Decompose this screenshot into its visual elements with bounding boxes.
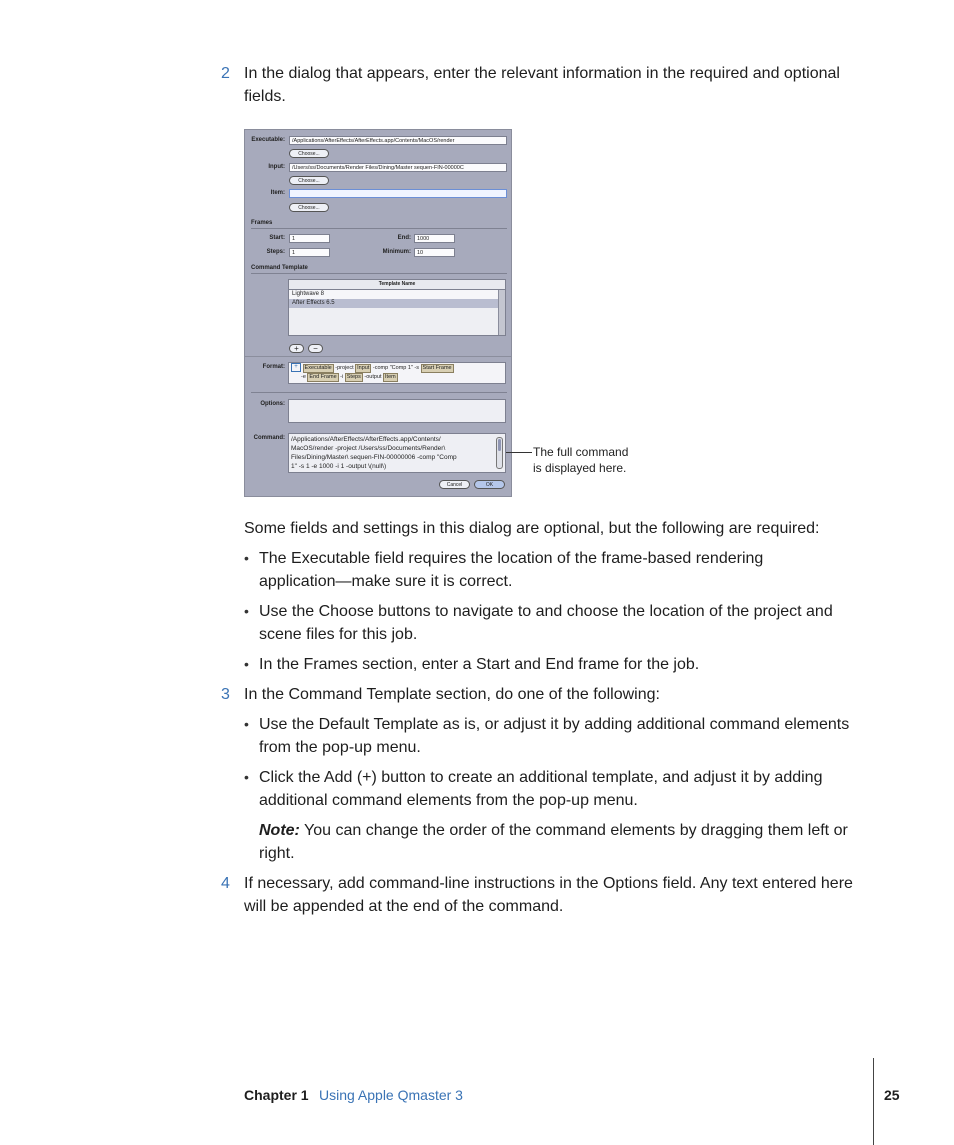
end-label: End: <box>397 235 411 241</box>
step-number-3: 3 <box>221 686 230 703</box>
step-number-4: 4 <box>221 875 230 892</box>
bullet-text: Use the Choose buttons to navigate to and choose the location of the project and <box>259 603 833 620</box>
token-i: -i <box>340 373 344 380</box>
cancel-button[interactable]: Cancel <box>439 480 470 489</box>
token-item[interactable]: Item <box>385 373 396 380</box>
bullet-marker: • <box>244 769 249 785</box>
template-table <box>288 279 506 336</box>
end-field[interactable]: 1000 <box>414 234 455 243</box>
table-row-selected[interactable]: After Effects 6.5 <box>289 299 498 308</box>
step-2-text-line2: fields. <box>244 88 286 105</box>
footer-divider <box>873 1058 874 1145</box>
command-template-divider <box>251 273 507 274</box>
command-label: Command: <box>253 435 285 441</box>
options-divider <box>251 392 507 393</box>
item-field[interactable] <box>289 189 507 198</box>
scroll-thumb[interactable] <box>498 439 501 451</box>
start-label: Start: <box>269 235 285 241</box>
note-paragraph <box>259 819 848 842</box>
note-label: Note: <box>259 822 300 839</box>
steps-field[interactable]: 1 <box>289 248 330 257</box>
minimum-field[interactable]: 10 <box>414 248 455 257</box>
command-line: MacOS/render -project /Users/ss/Documents/Render\ <box>291 445 446 452</box>
frames-divider <box>251 228 507 229</box>
minimum-label: Minimum: <box>382 249 411 255</box>
step-4-text-line1: If necessary, add command-line instructions in the Options field. Any text entered here <box>244 875 853 892</box>
token-steps[interactable]: Steps <box>346 373 361 380</box>
bullet-text: additional command elements from the pop-up menu. <box>259 792 638 809</box>
callout-text-line1: The full command <box>533 445 629 459</box>
page-number: 25 <box>884 1087 900 1103</box>
options-field[interactable] <box>288 399 506 423</box>
command-field <box>288 433 506 473</box>
format-divider <box>245 356 511 357</box>
item-choose-button[interactable]: Choose... <box>289 203 329 212</box>
format-field[interactable] <box>288 362 506 384</box>
executable-label: Executable: <box>251 137 285 143</box>
bullet-marker: • <box>244 550 249 566</box>
step-2-text-line1: In the dialog that appears, enter the relevant information in the required and optional <box>244 65 840 82</box>
format-label: Format: <box>262 364 285 370</box>
token-input[interactable]: Input <box>357 364 370 371</box>
token-executable[interactable]: Executable <box>304 364 332 371</box>
bullet-text: Click the Add (+) button to create an additional template, and adjust it by adding <box>259 769 823 786</box>
token-e: -e <box>301 373 306 380</box>
render-settings-dialog <box>244 129 512 497</box>
add-element-menu-icon[interactable]: + <box>291 363 301 372</box>
token-start-frame[interactable]: Start Frame <box>422 364 452 371</box>
command-template-heading: Command Template <box>251 265 308 271</box>
bullet-text: In the Frames section, enter a Start and End frame for the job. <box>259 656 700 673</box>
callout-line <box>506 452 532 453</box>
bullet-marker: • <box>244 603 249 619</box>
executable-choose-button[interactable]: Choose... <box>289 149 329 158</box>
bullet-text: from the pop-up menu. <box>259 739 421 756</box>
frames-heading: Frames <box>251 220 273 226</box>
item-label: Item: <box>270 190 285 196</box>
remove-template-button[interactable]: − <box>308 344 323 353</box>
command-scrollbar[interactable] <box>496 437 503 469</box>
note-text-line2: right. <box>259 845 295 862</box>
command-line: 1" -s 1 -e 1000 -i 1 -output \(null\) <box>291 463 387 470</box>
footer-chapter: Chapter 1 <box>244 1087 309 1103</box>
bullet-text: Use the Default Template as is, or adjust it by adding additional command elements <box>259 716 850 733</box>
bullet-text: application—make sure it is correct. <box>259 573 513 590</box>
table-empty-area <box>289 308 498 335</box>
callout-text-line2: is displayed here. <box>533 461 627 475</box>
steps-label: Steps: <box>266 249 285 255</box>
executable-field[interactable]: /Applications/AfterEffects/AfterEffects.app/Contents/MacOS/render <box>289 136 507 145</box>
options-label: Options: <box>260 401 285 407</box>
step-3-text: In the Command Template section, do one of the following: <box>244 686 660 703</box>
bullet-text: The Executable field requires the location of the frame-based rendering <box>259 550 764 567</box>
intro-paragraph: Some fields and settings in this dialog are optional, but the following are required: <box>244 520 820 537</box>
bullet-marker: • <box>244 656 249 672</box>
note-text-line1: You can change the order of the command elements by dragging them left or <box>304 822 848 839</box>
bullet-marker: • <box>244 716 249 732</box>
token-comp: -comp "Comp 1" -s <box>372 364 420 371</box>
command-line: Files/Dining/Master\ sequen-FIN-00000006 -comp "Comp <box>291 454 457 461</box>
token-project: -project <box>335 364 354 371</box>
table-scrollbar[interactable] <box>498 290 505 335</box>
step-4-text-line2: will be appended at the end of the command. <box>244 898 564 915</box>
input-label: Input: <box>268 164 285 170</box>
command-line: /Applications/AfterEffects/AfterEffects.app/Contents/ <box>291 436 441 443</box>
ok-button[interactable]: OK <box>474 480 505 489</box>
token-output: -output <box>364 373 382 380</box>
token-end-frame[interactable]: End Frame <box>309 373 337 380</box>
bullet-text: scene files for this job. <box>259 626 418 643</box>
table-row[interactable]: Lightwave 8 <box>289 290 498 299</box>
input-field[interactable]: /Users/ss/Documents/Render Files/Dining/Master sequen-FIN-00000C <box>289 163 507 172</box>
table-header: Template Name <box>289 280 505 290</box>
step-number-2: 2 <box>221 65 230 82</box>
input-choose-button[interactable]: Choose... <box>289 176 329 185</box>
footer-chapter-title[interactable]: Using Apple Qmaster 3 <box>319 1087 463 1103</box>
add-template-button[interactable]: + <box>289 344 304 353</box>
start-field[interactable]: 1 <box>289 234 330 243</box>
